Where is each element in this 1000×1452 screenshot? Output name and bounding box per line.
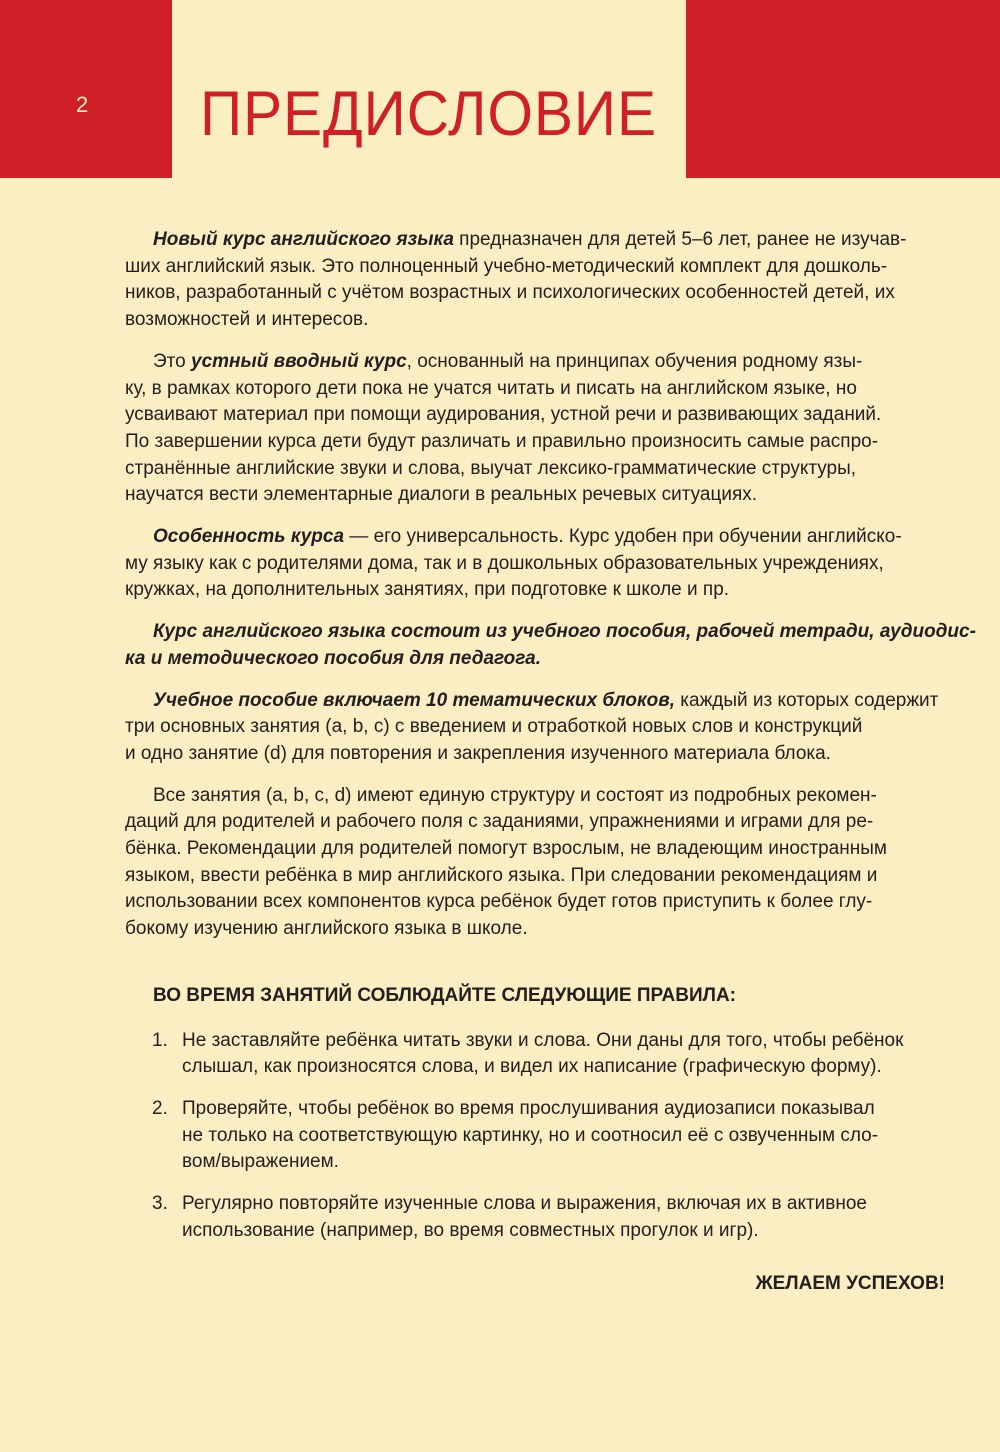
rule-number: 2. <box>152 1097 168 1119</box>
paragraphs <box>125 227 976 943</box>
body-text: каждый из которых содержит <box>675 689 939 711</box>
rules-heading: ВО ВРЕМЯ ЗАНЯТИЙ СОБЛЮДАЙТЕ СЛЕДУЮЩИЕ ПРАВИЛА: <box>153 984 737 1006</box>
paragraph <box>125 524 955 604</box>
text-line <box>125 524 955 551</box>
body-text: языком, ввести ребёнка в мир английского языка. При следовании рекомендациям и <box>125 864 878 886</box>
text-line <box>125 714 955 741</box>
body-text: научатся вести элементарные диалоги в реальных речевых ситуациях. <box>125 484 758 506</box>
body-text: бёнка. Рекомендации для родителей помогут взрослым, не владеющим иностранным <box>125 838 887 860</box>
text-line <box>125 783 955 810</box>
page-title: ПРЕДИСЛОВИЕ <box>200 79 657 149</box>
rule-text-line: не только на соответствующую картинку, но и соотносил её с озвученным сло- <box>182 1124 879 1146</box>
emphasis-text: устный вводный курс <box>191 350 407 372</box>
text-line <box>125 809 955 836</box>
rule-text-line: Проверяйте, чтобы ребёнок во время прослушивания аудиозаписи показывал <box>182 1097 875 1119</box>
emphasis-text: Учебное пособие включает 10 тематических блоков, <box>153 689 675 711</box>
body-text: предназначен для детей 5–6 лет, ранее не изучав- <box>453 229 907 250</box>
text-line <box>125 482 955 509</box>
body-text: , основанный на принципах обучения родному язы- <box>406 350 863 372</box>
text-line <box>125 646 955 673</box>
text-line <box>125 227 955 254</box>
body-text: ников, разработанный с учётом возрастных и психологических особенностей детей, их <box>125 282 895 304</box>
body-text: му языку как с родителями дома, так и в дошкольных образовательных учреждениях, <box>125 552 884 574</box>
body-text: Все занятия (a, b, c, d) имеют единую структуру и состоят из подробных рекомен- <box>153 784 877 806</box>
rule-item <box>125 1191 955 1244</box>
rule-text-line: слышал, как произносятся слова, и видел их написание (графическую форму). <box>182 1056 882 1078</box>
body-text: ку, в рамках которого дети пока не учатся читать и писать на английском языке, но <box>125 377 857 399</box>
emphasis-text: Курс английского языка состоит из учебного пособия, рабочей тетради, аудиодис- <box>153 621 976 643</box>
rule-text-line: использование (например, во время совместных прогулок и игр). <box>182 1219 759 1241</box>
body-text: Это <box>153 350 191 372</box>
paragraph <box>125 688 955 768</box>
text-line <box>125 456 955 483</box>
text-line <box>125 254 955 281</box>
emphasis-text: Новый курс английского языка <box>153 229 454 250</box>
foreword-body <box>125 227 976 1297</box>
body-text: бокому изучению английского языка в школе. <box>125 918 528 940</box>
text-line <box>125 741 955 768</box>
paragraph <box>125 783 955 943</box>
text-line <box>125 688 955 715</box>
paragraph <box>125 349 955 509</box>
body-text: странённые английские звуки и слова, выучат лексико-грамматические структуры, <box>125 457 857 479</box>
body-text: и одно занятие (d) для повторения и закрепления изученного материала блока. <box>125 742 831 764</box>
text-line <box>125 619 976 646</box>
text-line <box>125 863 955 890</box>
body-text: использовании всех компонентов курса ребёнок будет готов приступить к более глу- <box>125 891 873 913</box>
rule-number: 1. <box>152 1029 168 1051</box>
rule-text-line: вом/выражением. <box>182 1151 339 1173</box>
red-header-block-left <box>0 0 172 178</box>
text-line <box>125 349 955 376</box>
body-text: усваивают материал при помощи аудирования, устной речи и развивающих заданий. <box>125 404 882 426</box>
emphasis-text: Особенность курса <box>153 526 345 548</box>
text-line <box>125 551 955 578</box>
rule-text-line: Регулярно повторяйте изученные слова и выражения, включая их в активное <box>182 1193 868 1215</box>
paragraph <box>125 619 976 672</box>
rules-list <box>125 1028 955 1245</box>
rule-text-line: Не заставляйте ребёнка читать звуки и слова. Они даны для того, чтобы ребёнок <box>182 1029 904 1051</box>
body-text: ших английский язык. Это полноценный учебно-методический комплект для дошколь- <box>125 255 888 277</box>
body-text: возможностей и интересов. <box>125 309 369 331</box>
text-line <box>125 916 955 943</box>
red-header-block-right <box>686 0 1000 178</box>
text-line <box>125 429 955 456</box>
paragraph <box>125 227 955 334</box>
body-text: — его универсальность. Курс удобен при обучении английско- <box>344 526 902 548</box>
text-line <box>125 889 955 916</box>
emphasis-text: ка и методического пособия для педагога. <box>125 647 542 669</box>
closing-text: ЖЕЛАЕМ УСПЕХОВ! <box>755 1272 945 1294</box>
body-text: По завершении курса дети будут различать и правильно произносить самые распро- <box>125 430 879 452</box>
text-line <box>125 402 955 429</box>
body-text: три основных занятия (a, b, c) с введением и отработкой новых слов и конструкций <box>125 716 863 738</box>
text-line <box>125 307 955 334</box>
page-number: 2 <box>76 92 89 117</box>
text-line <box>125 836 955 863</box>
rule-number: 3. <box>152 1193 168 1215</box>
text-line <box>125 280 955 307</box>
text-line <box>125 376 955 403</box>
body-text: даций для родителей и рабочего поля с заданиями, упражнениями и играми для ре- <box>125 811 874 833</box>
body-text: кружках, на дополнительных занятиях, при подготовке к школе и пр. <box>125 579 730 601</box>
rule-item <box>125 1096 955 1176</box>
text-line <box>125 577 955 604</box>
rule-item <box>125 1028 955 1081</box>
